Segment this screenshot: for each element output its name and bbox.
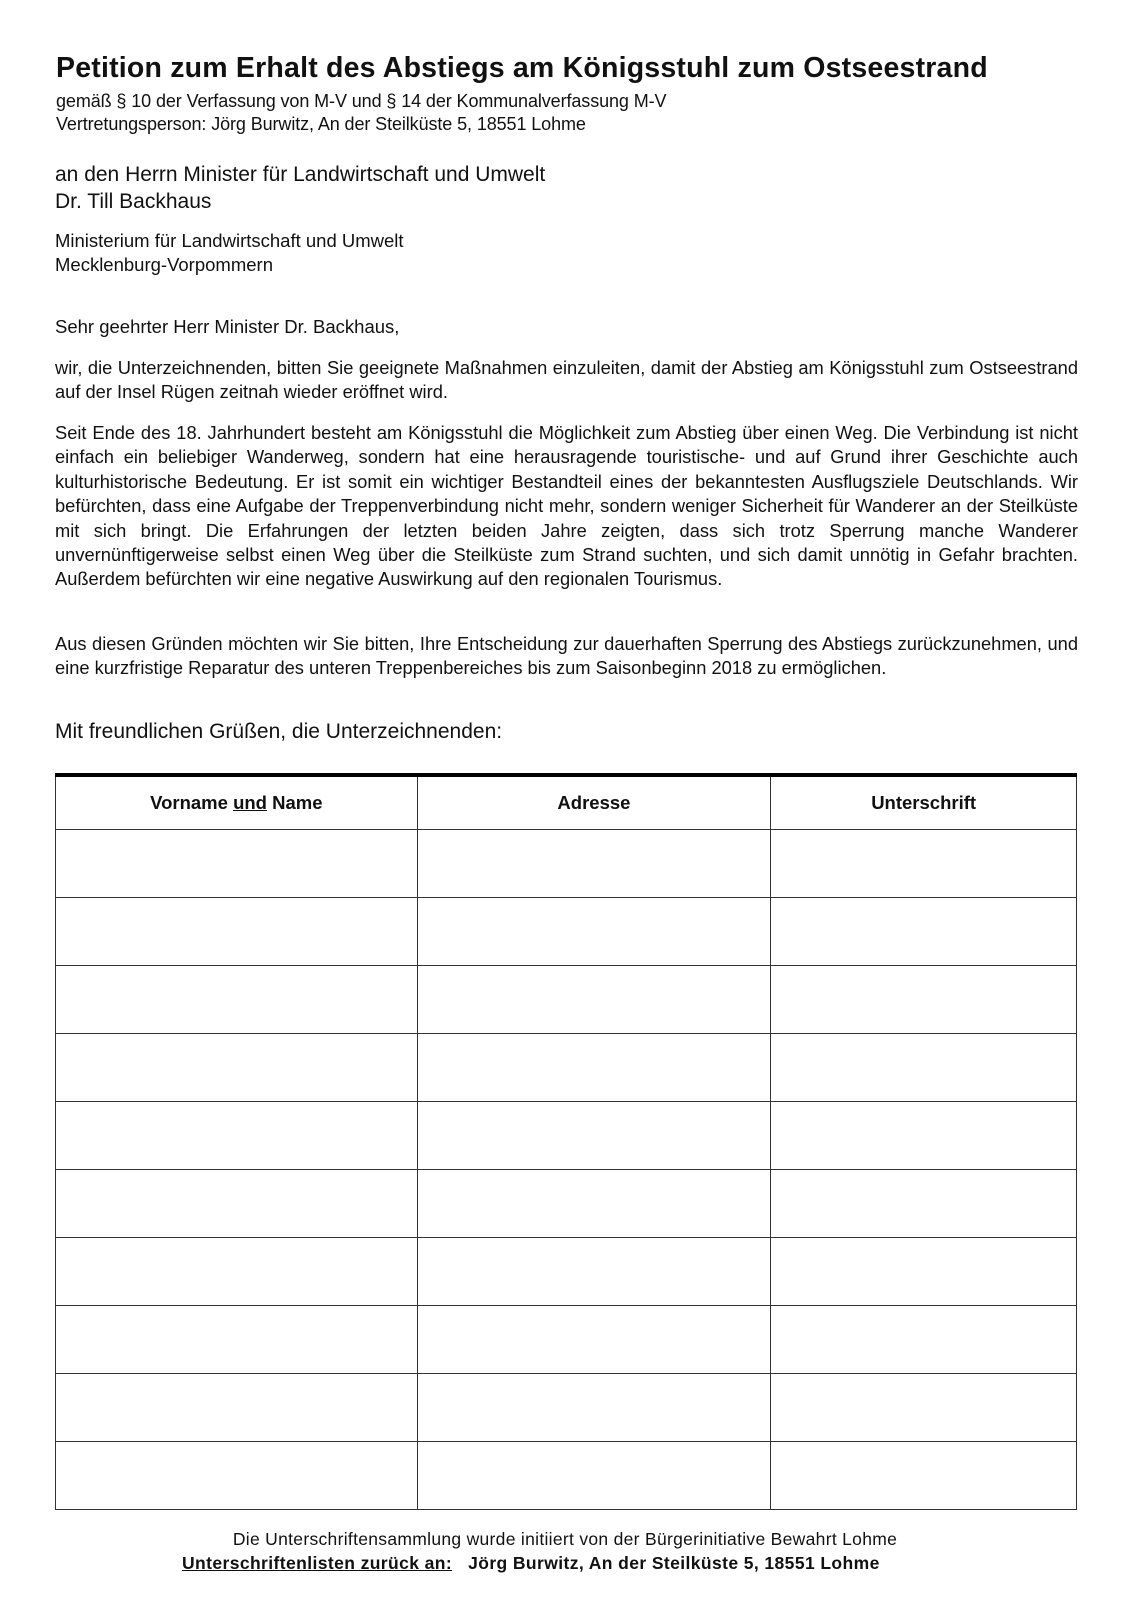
recipient-line: an den Herrn Minister für Landwirtschaft und Umwelt — [55, 163, 546, 186]
table-row — [56, 1238, 1077, 1306]
address-cell[interactable] — [417, 1442, 771, 1510]
representative: Vertretungsperson: Jörg Burwitz, An der Steilküste 5, 18551 Lohme — [56, 114, 586, 134]
ministry-state: Mecklenburg-Vorpommern — [55, 254, 273, 275]
name-cell[interactable] — [56, 1102, 418, 1170]
table-row — [56, 1170, 1077, 1238]
signature-cell[interactable] — [771, 830, 1077, 898]
name-cell[interactable] — [56, 898, 418, 966]
signature-table — [55, 773, 1077, 1510]
name-cell[interactable] — [56, 1374, 418, 1442]
signature-cell[interactable] — [771, 1306, 1077, 1374]
signature-cell[interactable] — [771, 1238, 1077, 1306]
signature-cell[interactable] — [771, 898, 1077, 966]
address-cell[interactable] — [417, 1102, 771, 1170]
signature-cell[interactable] — [771, 1102, 1077, 1170]
table-row — [56, 1034, 1077, 1102]
table-header-row — [56, 775, 1077, 830]
recipient-name: Dr. Till Backhaus — [55, 190, 212, 213]
legal-basis: gemäß § 10 der Verfassung von M-V und § 14 der Kommunalverfassung M-V — [56, 91, 667, 111]
address-cell[interactable] — [417, 1238, 771, 1306]
address-cell[interactable] — [417, 1306, 771, 1374]
return-address: Jörg Burwitz, An der Steilküste 5, 18551 Lohme — [468, 1553, 880, 1573]
signature-rows — [56, 830, 1077, 1510]
salutation: Sehr geehrter Herr Minister Dr. Backhaus, — [55, 316, 400, 337]
table-row — [56, 1374, 1077, 1442]
table-row — [56, 830, 1077, 898]
paragraph-request: wir, die Unterzeichnenden, bitten Sie geeignete Maßnahmen einzuleiten, damit der Abstieg am Königsstuhl zum Ostseestrand auf der Insel Rügen zeitnah wieder eröffnet wird. — [55, 357, 1078, 403]
table-row — [56, 1442, 1077, 1510]
table-row — [56, 966, 1077, 1034]
closing: Mit freundlichen Grüßen, die Unterzeichnenden: — [55, 720, 503, 743]
table-row — [56, 898, 1077, 966]
paragraph-conclusion: Aus diesen Gründen möchten wir Sie bitten, Ihre Entscheidung zur dauerhaften Sperrung des Abstiegs zurückzunehmen, und eine kurzfristige Reparatur des unteren Treppenbereiches bis zum Saisonbeginn 2018 zu ermöglichen. — [55, 633, 1078, 679]
name-cell[interactable] — [56, 830, 418, 898]
address-cell[interactable] — [417, 830, 771, 898]
name-cell[interactable] — [56, 966, 418, 1034]
name-cell[interactable] — [56, 1306, 418, 1374]
address-cell[interactable] — [417, 898, 771, 966]
paragraph-reasoning: Seit Ende des 18. Jahrhundert besteht am Königsstuhl die Möglichkeit zum Abstieg über einen Weg. Die Verbindung ist nicht einfach ein beliebiger Wanderweg, sondern hat eine herausragende touristische- und auf Grund ihrer Geschichte auch kulturhistorische Bedeutung. Er ist somit ein wichtiger Bestandteil eines der bekanntesten Ausflugsziele Deutschlands. Wir befürchten, dass eine Aufgabe der Treppenverbindung nicht mehr, sondern weniger Sicherheit für Wanderer an der Steilküste mit sich bringt. Die Erfahrungen der letzten beiden Jahre zeigten, dass sich trotz Sperrung manche Wanderer unvernünftigerweise selbst einen Weg über die Steilküste zum Strand suchten, und sich damit unnötig in Gefahr brachten. Außerdem befürchten wir eine negative Auswirkung auf den regionalen Tourismus. — [55, 422, 1078, 590]
table-row — [56, 1306, 1077, 1374]
signature-cell[interactable] — [771, 1170, 1077, 1238]
return-label: Unterschriftenlisten zurück an: — [182, 1553, 453, 1573]
return-instructions — [182, 1553, 880, 1574]
column-header-signature: Unterschrift — [771, 775, 1077, 830]
signature-cell[interactable] — [771, 1034, 1077, 1102]
name-cell[interactable] — [56, 1034, 418, 1102]
signature-cell[interactable] — [771, 1374, 1077, 1442]
emphasis-und: und — [233, 792, 267, 813]
name-cell[interactable] — [56, 1170, 418, 1238]
signature-cell[interactable] — [771, 966, 1077, 1034]
name-cell[interactable] — [56, 1442, 418, 1510]
address-cell[interactable] — [417, 1034, 771, 1102]
initiator-note: Die Unterschriftensammlung wurde initiiert von der Bürgerinitiative Bewahrt Lohme — [232, 1529, 898, 1549]
name-cell[interactable] — [56, 1238, 418, 1306]
signature-cell[interactable] — [771, 1442, 1077, 1510]
address-cell[interactable] — [417, 1170, 771, 1238]
address-cell[interactable] — [417, 966, 771, 1034]
table-row — [56, 1102, 1077, 1170]
column-header-name: Vorname und Name — [56, 775, 418, 830]
ministry-name: Ministerium für Landwirtschaft und Umwelt — [55, 230, 404, 251]
address-cell[interactable] — [417, 1374, 771, 1442]
column-header-address: Adresse — [417, 775, 771, 830]
page-title: Petition zum Erhalt des Abstiegs am Königsstuhl zum Ostseestrand — [56, 52, 988, 84]
